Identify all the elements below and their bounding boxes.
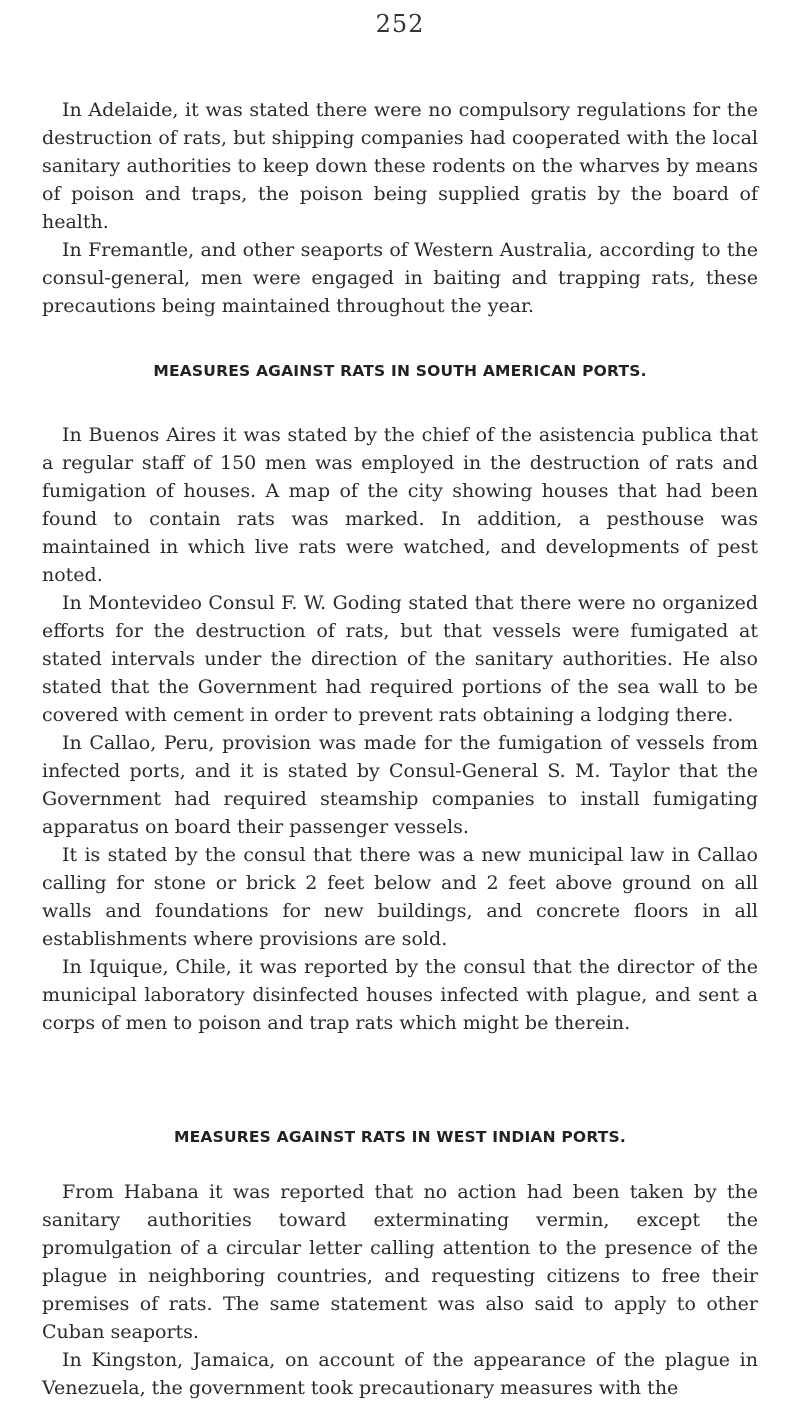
paragraph-fremantle: In Fremantle, and other seaports of Western Australia, according to the consul-general, men were engaged in baiting and trapping rats, these precautions being maintained throughout the year. bbox=[42, 239, 758, 317]
paragraph-habana: From Habana it was reported that no action had been taken by the sanitary authorities toward exterminating vermin, except the promulgation of a circular letter calling attention to the presence of the plague in neighboring countries, and requesting citizens to free their premises of rats. The same statement was also said to apply to other Cuban seaports. bbox=[42, 1181, 758, 1343]
section-west-indies-text bbox=[42, 1178, 758, 1402]
heading-south-american-ports: MEASURES AGAINST RATS IN SOUTH AMERICAN PORTS. bbox=[153, 362, 647, 380]
heading-west-indian-ports: MEASURES AGAINST RATS IN WEST INDIAN PORTS. bbox=[174, 1128, 626, 1146]
paragraph-callao: In Callao, Peru, provision was made for the fumigation of vessels from infected ports, and it is stated by Consul-General S. M. Taylor that the Government had required steamship companies to install fumigating apparatus on board their passenger vessels. bbox=[42, 732, 758, 838]
paragraph-iquique: In Iquique, Chile, it was reported by the consul that the director of the municipal laboratory disinfected houses infected with plague, and sent a corps of men to poison and trap rats which might be therein. bbox=[42, 956, 758, 1034]
paragraph-callao-municipal-law: It is stated by the consul that there was a new municipal law in Callao calling for stone or brick 2 feet below and 2 feet above ground on all walls and foundations for new buildings, and concrete floors in all establishments where provisions are sold. bbox=[42, 844, 758, 950]
paragraph-adelaide: In Adelaide, it was stated there were no compulsory regulations for the destruction of rats, but shipping companies had cooperated with the local sanitary authorities to keep down these rodents on the wharves by means of poison and traps, the poison being supplied gratis by the board of health. bbox=[42, 99, 758, 233]
section-australia-text bbox=[42, 96, 758, 320]
paragraph-buenos-aires: In Buenos Aires it was stated by the chief of the asistencia publica that a regular staff of 150 men was employed in the destruction of rats and fumigation of houses. A map of the city showing houses that had been found to contain rats was marked. In addition, a pesthouse was maintained in which live rats were watched, and developments of pest noted. bbox=[42, 424, 758, 586]
paragraph-kingston: In Kingston, Jamaica, on account of the appearance of the plague in Venezuela, the government took precautionary measures with the bbox=[42, 1349, 758, 1399]
paragraph-montevideo: In Montevideo Consul F. W. Goding stated that there were no organized efforts for the destruction of rats, but that vessels were fumigated at stated intervals under the direction of the sanitary authorities. He also stated that the Government had required portions of the sea wall to be covered with cement in order to prevent rats obtaining a lodging there. bbox=[42, 592, 758, 726]
page-number: 252 bbox=[375, 10, 425, 38]
section-south-america-text bbox=[42, 421, 758, 1037]
